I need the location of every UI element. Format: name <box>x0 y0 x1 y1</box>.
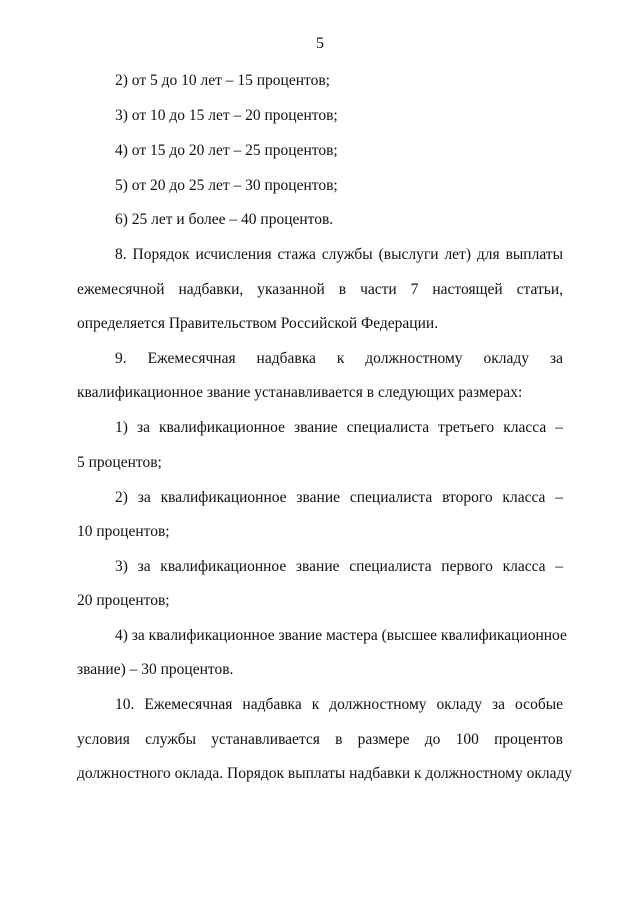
paragraph-9-line-2: квалификационное звание устанавливается в следующих размерах: <box>77 384 523 401</box>
paragraph-8-line-3: определяется Правительством Российской Федерации. <box>77 315 439 332</box>
paragraph-10-line-1: 10. Ежемесячная надбавка к должностному окладу за особые <box>115 696 563 713</box>
list-item-qualification-3-line-1: 3) за квалификационное звание специалиста первого класса – <box>115 558 563 575</box>
list-item-qualification-4-line-2: звание) – 30 процентов. <box>77 661 234 678</box>
list-item-qualification-1-line-2: 5 процентов; <box>77 454 162 471</box>
list-item-seniority-3: 3) от 10 до 15 лет – 20 процентов; <box>115 107 338 124</box>
paragraph-10-line-3: должностного оклада. Порядок выплаты надбавки к должностному окладу <box>77 765 573 782</box>
list-item-qualification-2-line-1: 2) за квалификационное звание специалиста второго класса – <box>115 489 563 506</box>
list-item-seniority-6: 6) 25 лет и более – 40 процентов. <box>115 211 334 228</box>
list-item-qualification-1-line-1: 1) за квалификационное звание специалиста третьего класса – <box>115 419 563 436</box>
list-item-qualification-3-line-2: 20 процентов; <box>77 592 170 609</box>
list-item-seniority-4: 4) от 15 до 20 лет – 25 процентов; <box>115 142 338 159</box>
list-item-qualification-4-line-1: 4) за квалификационное звание мастера (высшее квалификационное <box>115 627 567 644</box>
page-number: 5 <box>316 35 324 52</box>
paragraph-9-line-1: 9. Ежемесячная надбавка к должностному окладу за <box>115 350 563 367</box>
list-item-seniority-2: 2) от 5 до 10 лет – 15 процентов; <box>115 72 330 89</box>
list-item-qualification-2-line-2: 10 процентов; <box>77 523 170 540</box>
paragraph-8-line-2: ежемесячной надбавки, указанной в части 7 настоящей статьи, <box>77 281 563 298</box>
paragraph-8-line-1: 8. Порядок исчисления стажа службы (выслуги лет) для выплаты <box>115 246 563 263</box>
paragraph-10-line-2: условия службы устанавливается в размере до 100 процентов <box>77 731 563 748</box>
list-item-seniority-5: 5) от 20 до 25 лет – 30 процентов; <box>115 177 338 194</box>
